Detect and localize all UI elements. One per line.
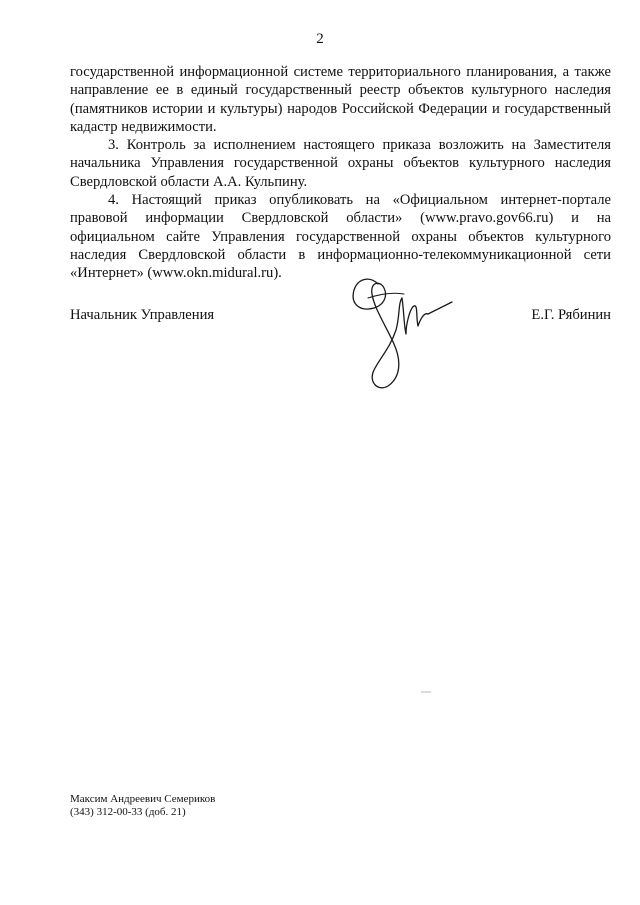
text-line: наследия Свердловской области в информационно-телекоммуникационной сети <box>70 246 611 263</box>
handwritten-signature <box>340 268 460 398</box>
scan-artifact <box>420 690 432 694</box>
text-line: правовой информации Свердловской области» (www.pravo.gov66.ru) <box>70 210 554 227</box>
executor-name: Максим Андреевич Семериков <box>70 793 216 805</box>
text-line: и на официальном сайте Управления государственной охраны объектов культурного <box>70 210 611 245</box>
document-body <box>70 63 611 283</box>
page-number: 2 <box>316 31 324 47</box>
text-line: государственной информационной системе территориального планирования, <box>70 64 558 80</box>
text-line: а также направление ее в единый государственный реестр объектов культурного <box>70 64 611 99</box>
text-line: на Заместителя начальника Управления государственной охраны объектов <box>70 137 611 172</box>
text-line: «Интернет» (www.okn.midural.ru). <box>70 265 282 282</box>
signatory-name: Е.Г. Рябинин <box>531 307 611 323</box>
paragraph-continuation <box>70 63 611 136</box>
text-line: наследия (памятников истории и культуры) народов Российской Федерации <box>70 82 611 117</box>
text-line: 3. Контроль за исполнением настоящего приказа возложить <box>108 137 504 154</box>
signatory-title: Начальник Управления <box>70 307 215 323</box>
text-line: 4. Настоящий приказ опубликовать на «Официальном интернет-портале <box>108 192 611 209</box>
text-line: и государственный кадастр недвижимости. <box>70 100 611 135</box>
executor-phone: (343) 312-00-33 (доб. 21) <box>70 806 186 818</box>
executor-info <box>70 793 215 819</box>
paragraph-item-3 <box>70 136 611 191</box>
text-line: культурного наследия Свердловской области А.А. Кульпину. <box>70 155 611 190</box>
